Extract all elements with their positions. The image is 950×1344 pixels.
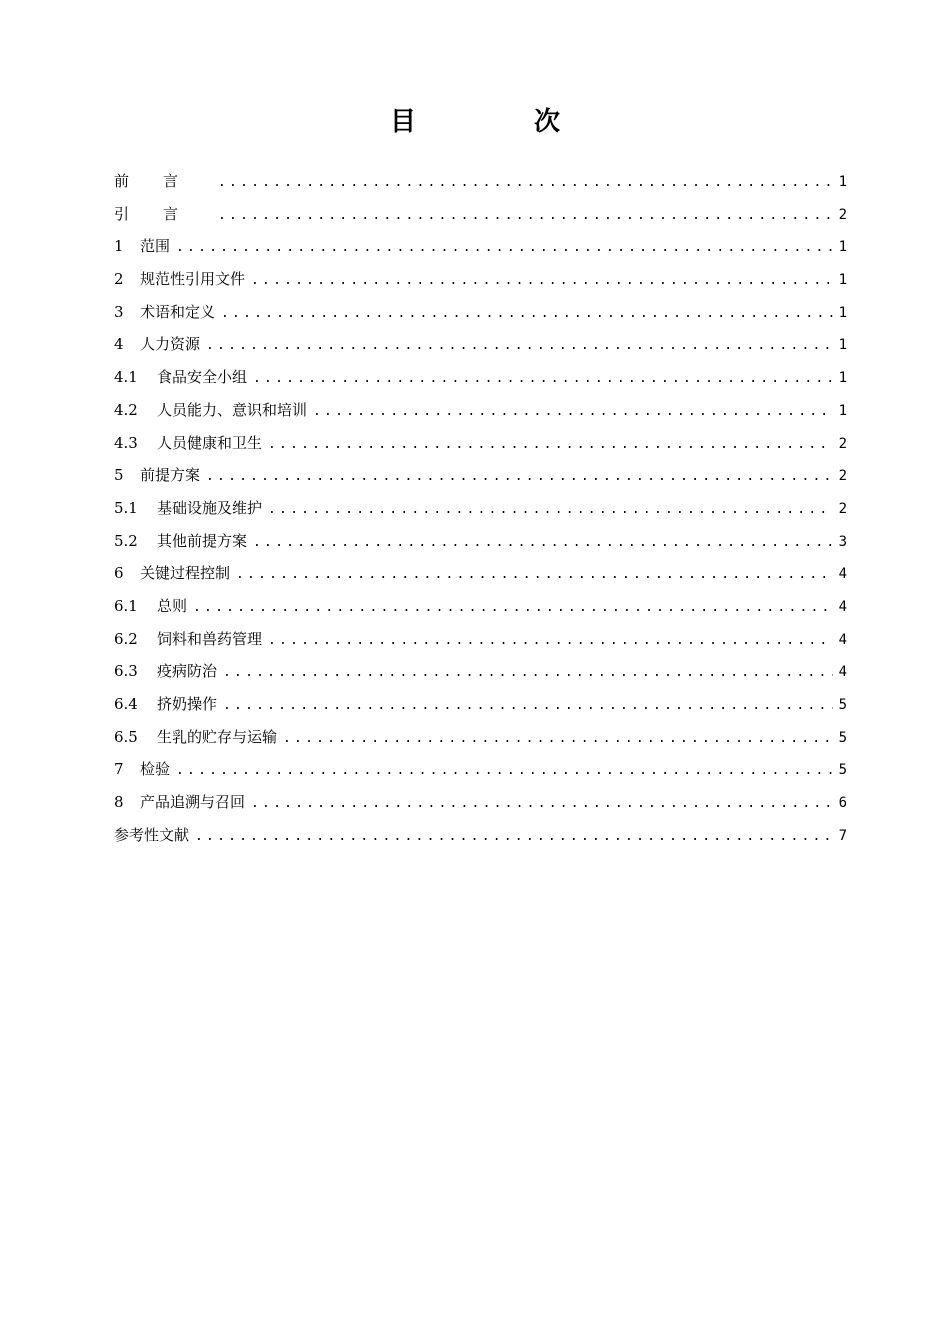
toc-entry-terms-definitions[interactable]: [114, 297, 847, 330]
toc-entry-number: 6.4: [114, 695, 138, 713]
toc-entry-number: 6.5: [114, 727, 138, 746]
toc-entry-number: 6.1: [114, 596, 138, 615]
toc-entry-page: 5: [838, 697, 847, 713]
toc-entry-foreword[interactable]: [114, 166, 847, 199]
toc-dot-leader: [251, 266, 833, 296]
toc-entry-personnel-competence[interactable]: [114, 395, 847, 428]
toc-entry-number: 4.1: [114, 368, 138, 387]
toc-entry-food-safety-team[interactable]: [114, 362, 847, 395]
toc-entry-label: 关键过程控制: [140, 564, 231, 583]
toc-entry-page: 1: [838, 239, 847, 256]
toc-entry-page: 6: [838, 795, 847, 812]
toc-entry-page: 2: [838, 468, 847, 485]
toc-entry-infrastructure[interactable]: [114, 493, 847, 526]
toc-entry-normative-references[interactable]: [114, 264, 847, 297]
toc-entry-milking-operation[interactable]: [114, 689, 847, 722]
toc-entry-page: 7: [838, 827, 847, 844]
table-of-contents: [114, 166, 847, 852]
toc-entry-page: 4: [838, 566, 847, 583]
toc-entry-label: 术语和定义: [140, 302, 216, 321]
toc-dot-leader: [268, 430, 833, 460]
toc-entry-label: 食品安全小组: [157, 368, 248, 387]
toc-entry-page: 1: [838, 337, 847, 354]
toc-entry-prerequisite-programs[interactable]: [114, 460, 847, 493]
toc-entry-page: 4: [838, 631, 847, 648]
toc-dot-leader: [218, 201, 833, 231]
toc-dot-leader: [206, 331, 833, 361]
toc-dot-leader: [253, 364, 833, 394]
toc-dot-leader: [176, 756, 833, 786]
toc-entry-number: 5.1: [114, 498, 138, 517]
toc-dot-leader: [251, 789, 833, 819]
toc-entry-label: 总则: [157, 596, 188, 615]
toc-entry-human-resources[interactable]: [114, 329, 847, 362]
toc-entry-number: 5: [114, 466, 124, 485]
toc-entry-label: 饲料和兽药管理: [157, 629, 263, 648]
toc-entry-label: 人员能力、意识和培训: [157, 400, 308, 419]
toc-entry-number: 5.2: [114, 531, 138, 550]
toc-dot-leader: [206, 462, 833, 492]
toc-entry-page: 1: [838, 304, 847, 321]
toc-entry-page: 2: [838, 500, 847, 517]
toc-dot-leader: [268, 495, 833, 525]
toc-entry-page: 3: [838, 533, 847, 550]
toc-entry-label: 生乳的贮存与运输: [157, 727, 278, 746]
toc-entry-key-process-control[interactable]: [114, 558, 847, 591]
toc-entry-page: 1: [838, 272, 847, 289]
toc-entry-label: 前提方案: [140, 466, 201, 485]
toc-entry-other-prerequisites[interactable]: [114, 526, 847, 559]
toc-entry-feed-veterinary-drugs[interactable]: [114, 624, 847, 657]
toc-entry-bibliography[interactable]: [114, 820, 847, 853]
toc-entry-number: 6.3: [114, 662, 138, 681]
toc-entry-page: 5: [838, 762, 847, 779]
toc-entry-number: 2: [114, 270, 124, 289]
toc-entry-page: 1: [838, 174, 847, 190]
toc-entry-page: 4: [838, 664, 847, 681]
toc-entry-label: 参考性文献: [114, 825, 190, 844]
toc-dot-leader: [253, 528, 833, 558]
toc-dot-leader: [313, 397, 833, 427]
toc-entry-raw-milk-storage[interactable]: [114, 722, 847, 755]
toc-entry-number: 1: [114, 237, 124, 256]
toc-dot-leader: [268, 626, 833, 656]
toc-entry-page: 2: [838, 435, 847, 452]
toc-entry-personnel-health[interactable]: [114, 428, 847, 461]
toc-entry-label: 基础设施及维护: [157, 498, 263, 517]
toc-entry-page: 1: [838, 370, 847, 387]
toc-entry-number: 6.2: [114, 629, 138, 648]
toc-entry-number: 3: [114, 302, 124, 321]
toc-entry-number: 6: [114, 564, 124, 583]
toc-title: 目 次: [389, 107, 606, 137]
toc-dot-leader: [236, 560, 833, 590]
toc-entry-number: 4.2: [114, 400, 138, 419]
toc-entry-label: 检验: [140, 760, 171, 779]
toc-entry-page: 4: [838, 598, 847, 615]
toc-dot-leader: [193, 593, 833, 623]
toc-entry-page: 1: [838, 402, 847, 419]
toc-entry-number: 7: [114, 760, 124, 779]
toc-entry-number: 8: [114, 793, 124, 812]
toc-dot-leader: [221, 299, 833, 329]
toc-entry-number: 4.3: [114, 433, 138, 452]
toc-entry-label: 规范性引用文件: [140, 270, 246, 289]
toc-dot-leader: [223, 691, 833, 721]
toc-entry-label: 范围: [140, 237, 171, 256]
toc-dot-leader: [176, 233, 833, 263]
toc-entry-scope[interactable]: [114, 231, 847, 264]
toc-entry-inspection[interactable]: [114, 754, 847, 787]
toc-entry-label: 其他前提方案: [157, 531, 248, 550]
toc-entry-label: 人员健康和卫生: [157, 433, 263, 452]
toc-entry-label: 挤奶操作: [157, 695, 218, 713]
toc-entry-label: 疫病防治: [157, 662, 218, 681]
toc-entry-label: 前言: [114, 172, 213, 190]
toc-entry-traceability-recall[interactable]: [114, 787, 847, 820]
toc-entry-label: 引言: [114, 204, 213, 223]
toc-dot-leader: [195, 822, 833, 852]
toc-entry-label: 产品追溯与召回: [140, 793, 246, 812]
toc-entry-general[interactable]: [114, 591, 847, 624]
toc-dot-leader: [223, 658, 833, 688]
toc-entry-page: 5: [838, 729, 847, 746]
toc-dot-leader: [218, 168, 833, 198]
toc-entry-label: 人力资源: [140, 335, 201, 354]
toc-entry-number: 4: [114, 335, 124, 354]
toc-entry-page: 2: [838, 206, 847, 223]
toc-entry-disease-prevention[interactable]: [114, 656, 847, 689]
toc-dot-leader: [283, 724, 833, 754]
toc-entry-introduction[interactable]: [114, 199, 847, 232]
